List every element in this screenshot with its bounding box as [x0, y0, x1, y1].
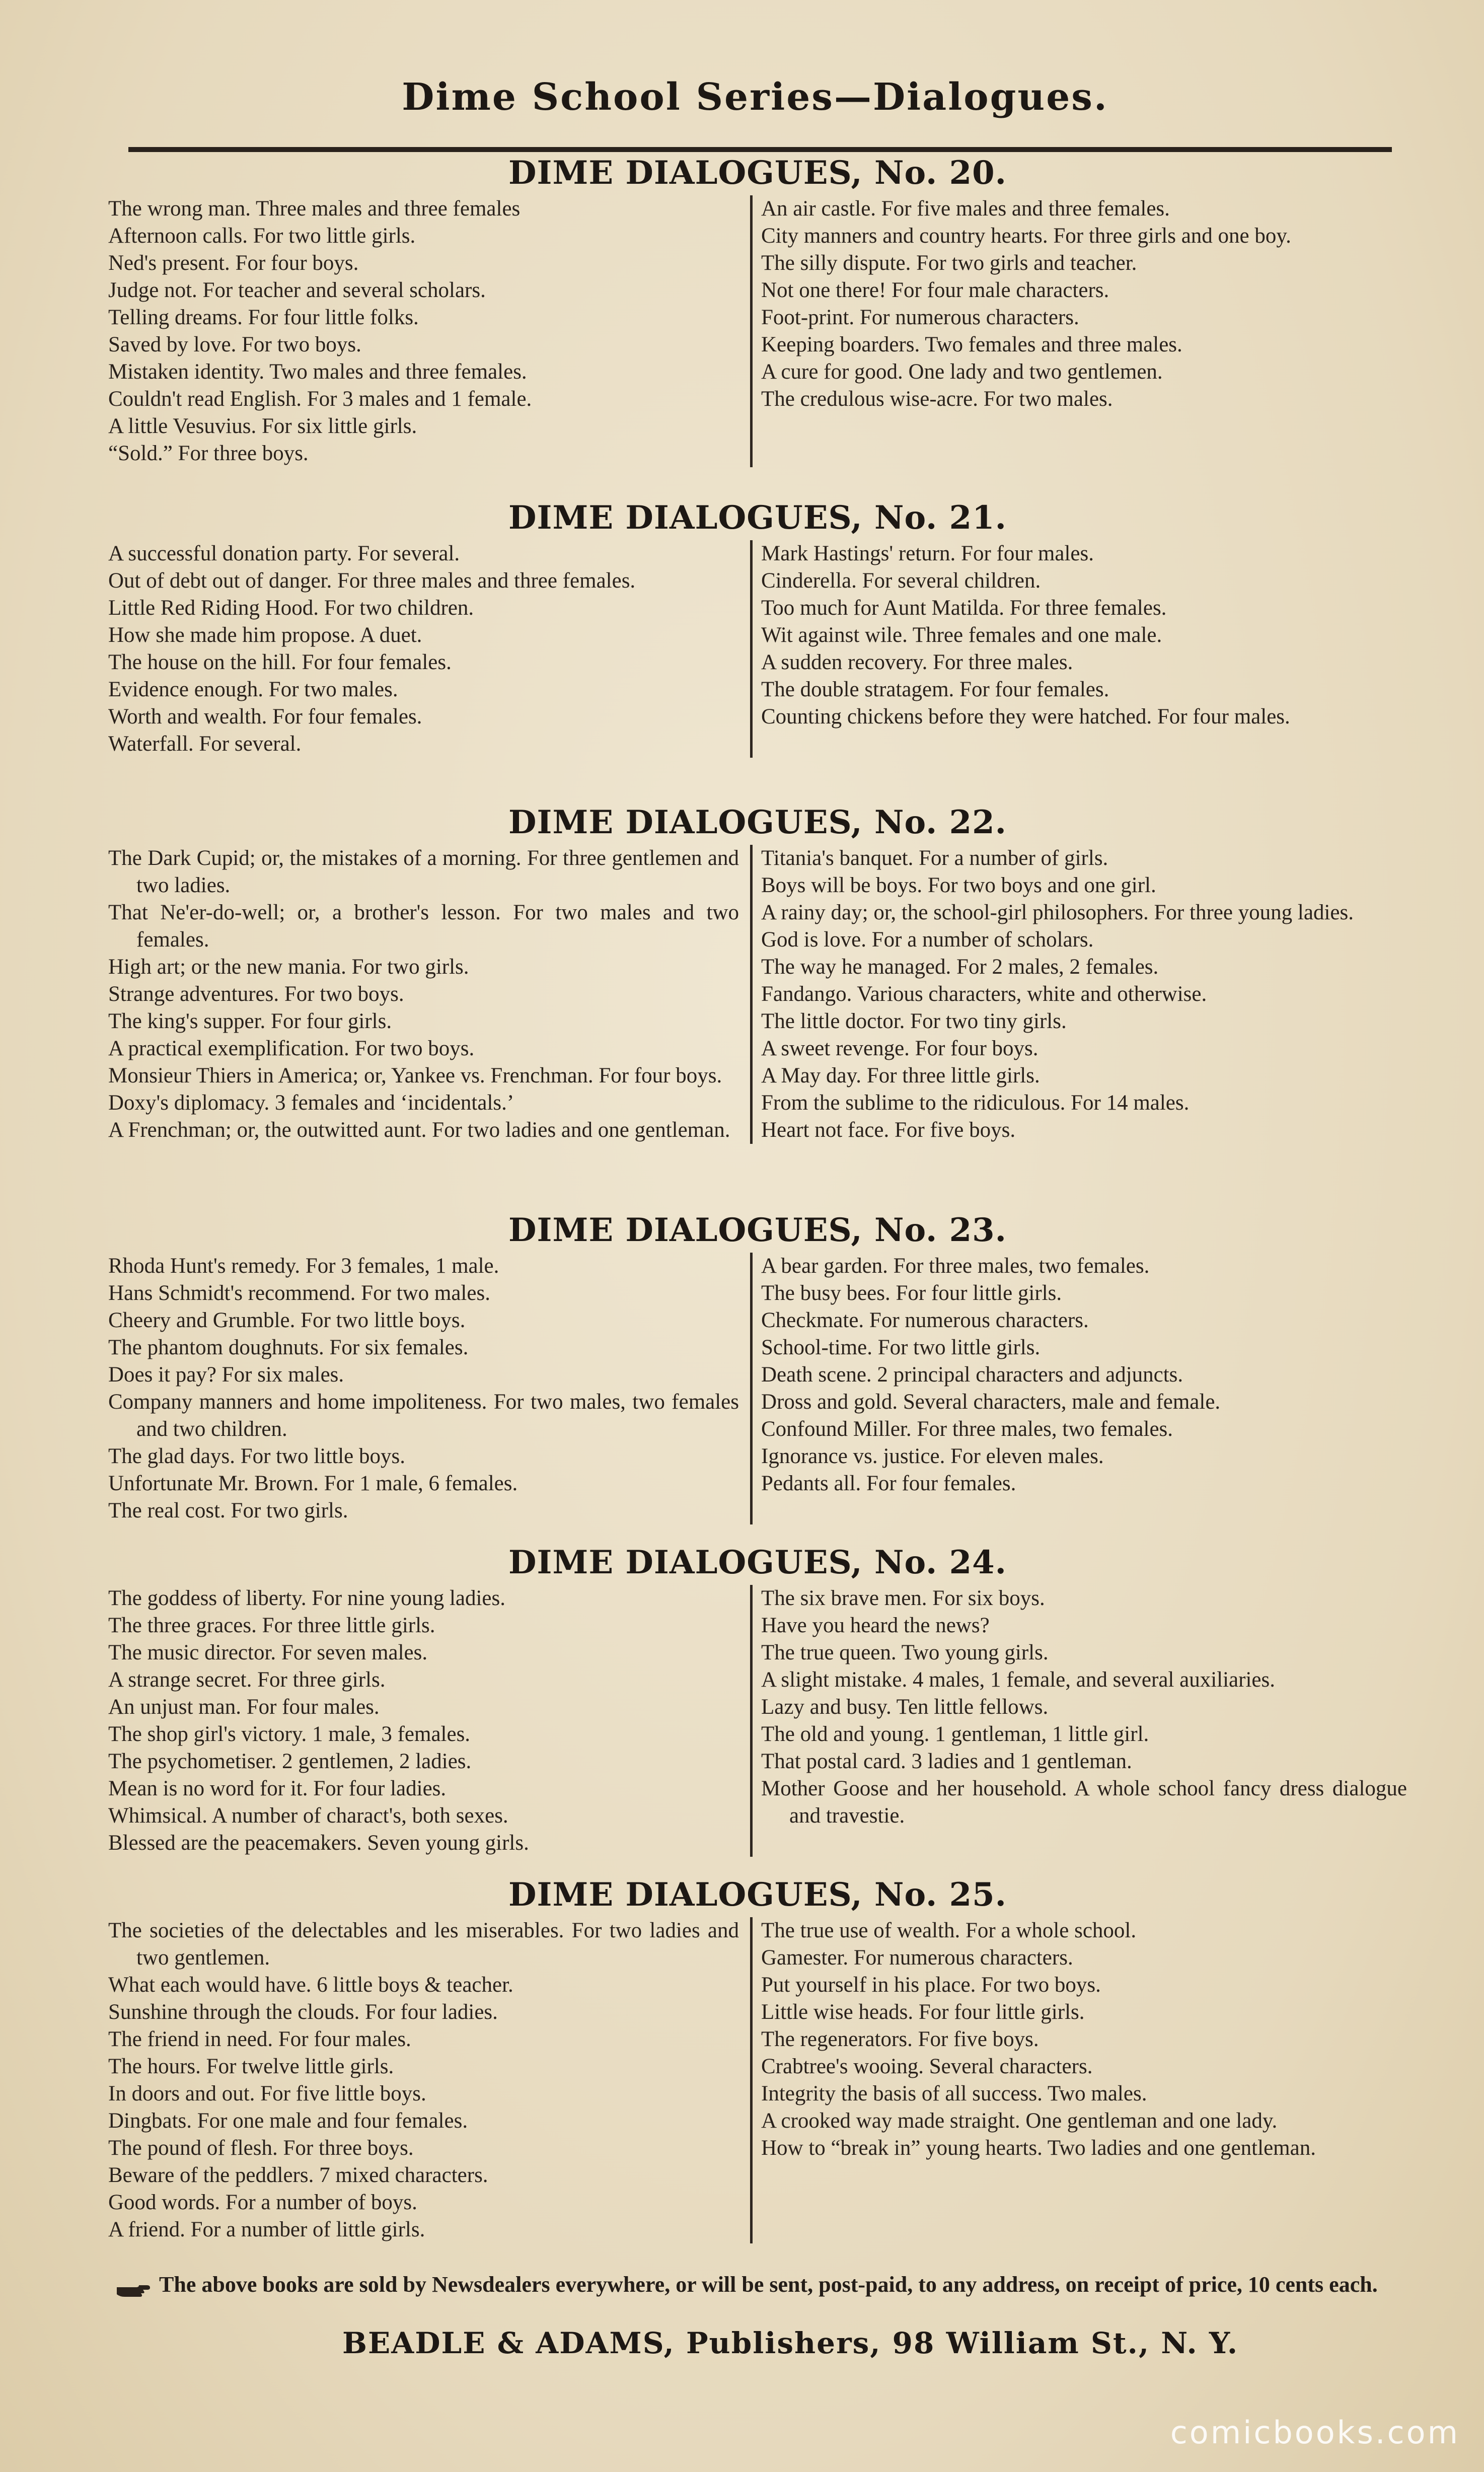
dialogue-entry: Monsieur Thiers in America; or, Yankee vs. Frenchman. For four boys.: [108, 1064, 722, 1087]
dialogue-entry: Dingbats. For one male and four females.: [108, 2109, 468, 2133]
right-column: [750, 1917, 1407, 2243]
dialogue-entry: Sunshine through the clouds. For four ladies.: [108, 2000, 498, 2024]
section-columns: [108, 845, 1407, 1144]
dialogue-entry: Hans Schmidt's recommend. For two males.: [108, 1281, 490, 1305]
dialogue-entry: The phantom doughnuts. For six females.: [108, 1336, 469, 1359]
dialogue-entry: Cinderella. For several children.: [761, 569, 1041, 593]
dialogue-entry: That postal card. 3 ladies and 1 gentleman.: [761, 1750, 1132, 1773]
dialogue-entry: Good words. For a number of boys.: [108, 2191, 417, 2214]
footer-note-text: The above books are sold by Newsdealers everywhere, or will be sent, post-paid, to any address, on receipt of price, 10 cents each.: [159, 2272, 1378, 2297]
column-divider: [750, 845, 753, 1144]
dialogue-entry: Dross and gold. Several characters, male and female.: [761, 1390, 1221, 1414]
dialogue-section: [108, 1208, 1407, 1524]
dialogue-entry: Heart not face. For five boys.: [761, 1118, 1016, 1142]
dialogue-entry: A bear garden. For three males, two females.: [761, 1254, 1150, 1278]
dialogue-entry: Titania's banquet. For a number of girls.: [761, 846, 1108, 870]
section-columns: [108, 1917, 1407, 2243]
dialogue-entry: Strange adventures. For two boys.: [108, 982, 404, 1006]
dialogue-entry: Put yourself in his place. For two boys.: [761, 1973, 1101, 1997]
dialogue-entry: Afternoon calls. For two little girls.: [108, 224, 416, 248]
dialogue-entry: High art; or the new mania. For two girls.: [108, 955, 469, 979]
dialogue-entry: The hours. For twelve little girls.: [108, 2055, 394, 2078]
left-column: [108, 1917, 750, 2243]
dialogue-entry: From the sublime to the ridiculous. For 14 males.: [761, 1091, 1190, 1115]
right-column: [750, 1253, 1407, 1524]
dialogue-entry: The psychometiser. 2 gentlemen, 2 ladies.: [108, 1750, 472, 1773]
dialogue-entry: A friend. For a number of little girls.: [108, 2218, 425, 2241]
dialogue-entry: The old and young. 1 gentleman, 1 little girl.: [761, 1722, 1149, 1746]
dialogue-entry: Checkmate. For numerous characters.: [761, 1308, 1089, 1332]
dialogue-entry: Ned's present. For four boys.: [108, 251, 359, 275]
dialogue-entry: A crooked way made straight. One gentleman and one lady.: [761, 2109, 1278, 2133]
left-column: [108, 1585, 750, 1857]
dialogue-entry: Mark Hastings' return. For four males.: [761, 542, 1094, 565]
dialogue-entry: Beware of the peddlers. 7 mixed characters.: [108, 2163, 488, 2187]
dialogue-entry: The little doctor. For two tiny girls.: [761, 1009, 1067, 1033]
dialogue-entry: The goddess of liberty. For nine young ladies.: [108, 1586, 505, 1610]
dialogue-entry: Doxy's diplomacy. 3 females and ‘incidentals.’: [108, 1091, 514, 1115]
dialogue-entry: Mistaken identity. Two males and three females.: [108, 360, 527, 384]
dialogue-entry: The glad days. For two little boys.: [108, 1444, 405, 1468]
dialogue-entry: The friend in need. For four males.: [108, 2027, 411, 2051]
dialogue-entry: Keeping boarders. Two females and three males.: [761, 333, 1182, 356]
dialogue-entry: Judge not. For teacher and several scholars.: [108, 278, 486, 302]
dialogue-entry: That Ne'er-do-well; or, a brother's lesson. For two males and two females.: [108, 901, 739, 952]
dialogue-entry: The shop girl's victory. 1 male, 3 females.: [108, 1722, 471, 1746]
left-column: [108, 195, 750, 467]
series-header: Dime School Series—Dialogues.: [402, 76, 1108, 119]
dialogue-entry: Telling dreams. For four little folks.: [108, 306, 419, 329]
section-columns: [108, 1585, 1407, 1857]
right-column: [750, 1585, 1407, 1857]
section-title: DIME DIALOGUES, No. 23.: [508, 1211, 1007, 1249]
dialogue-entry: Mean is no word for it. For four ladies.: [108, 1777, 447, 1800]
right-column: [750, 195, 1407, 467]
dialogue-entry: In doors and out. For five little boys.: [108, 2082, 426, 2105]
dialogue-entry: Worth and wealth. For four females.: [108, 705, 422, 729]
dialogue-entry: Couldn't read English. For 3 males and 1 female.: [108, 387, 532, 411]
dialogue-entry: Waterfall. For several.: [108, 732, 302, 756]
dialogue-entry: The music director. For seven males.: [108, 1641, 428, 1664]
dialogue-entry: Rhoda Hunt's remedy. For 3 females, 1 male.: [108, 1254, 499, 1278]
dialogue-entry: Pedants all. For four females.: [761, 1472, 1016, 1495]
dialogue-entry: The pound of flesh. For three boys.: [108, 2136, 414, 2160]
dialogue-entry: Does it pay? For six males.: [108, 1363, 344, 1387]
dialogue-entry: The wrong man. Three males and three females: [108, 197, 521, 221]
dialogue-entry: Gamester. For numerous characters.: [761, 1946, 1073, 1970]
dialogue-section: [108, 496, 1407, 758]
section-title: DIME DIALOGUES, No. 25.: [508, 1876, 1007, 1914]
dialogue-entry: Confound Miller. For three males, two females.: [761, 1417, 1173, 1441]
dialogue-entry: Crabtree's wooing. Several characters.: [761, 2055, 1093, 2078]
publisher-line: BEADLE & ADAMS, Publishers, 98 William St., N. Y.: [342, 2326, 1239, 2360]
section-title: DIME DIALOGUES, No. 24.: [508, 1544, 1007, 1581]
column-divider: [750, 1253, 753, 1524]
dialogue-entry: Company manners and home impoliteness. For two males, two females and two children.: [108, 1390, 739, 1441]
dialogue-section: [108, 1873, 1407, 2243]
dialogue-entry: A practical exemplification. For two boys.: [108, 1037, 475, 1060]
dialogue-entry: The credulous wise-acre. For two males.: [761, 387, 1113, 411]
dialogue-entry: Ignorance vs. justice. For eleven males.: [761, 1444, 1104, 1468]
section-title: DIME DIALOGUES, No. 21.: [508, 499, 1007, 537]
dialogue-entry: Blessed are the peacemakers. Seven young girls.: [108, 1831, 529, 1855]
dialogue-entry: A rainy day; or, the school-girl philosophers. For three young ladies.: [761, 901, 1354, 924]
section-columns: [108, 540, 1407, 758]
left-column: [108, 540, 750, 758]
dialogue-entry: Mother Goose and her household. A whole school fancy dress dialogue and travestie.: [761, 1777, 1407, 1828]
dialogue-entry: Little wise heads. For four little girls.: [761, 2000, 1085, 2024]
dialogue-entry: An air castle. For five males and three females.: [761, 197, 1170, 221]
dialogue-entry: A strange secret. For three girls.: [108, 1668, 386, 1692]
dialogue-entry: “Sold.” For three boys.: [108, 442, 309, 465]
dialogue-entry: An unjust man. For four males.: [108, 1695, 380, 1719]
dialogue-entry: The double stratagem. For four females.: [761, 678, 1109, 701]
left-column: [108, 845, 750, 1144]
dialogue-entry: A sweet revenge. For four boys.: [761, 1037, 1038, 1060]
dialogue-entry: School-time. For two little girls.: [761, 1336, 1041, 1359]
dialogue-entry: Boys will be boys. For two boys and one girl.: [761, 874, 1156, 897]
dialogue-entry: A May day. For three little girls.: [761, 1064, 1040, 1087]
dialogue-entry: How to “break in” young hearts. Two ladies and one gentleman.: [761, 2136, 1316, 2160]
dialogue-entry: A sudden recovery. For three males.: [761, 650, 1073, 674]
dialogue-entry: Cheery and Grumble. For two little boys.: [108, 1308, 466, 1332]
dialogue-entry: The busy bees. For four little girls.: [761, 1281, 1062, 1305]
dialogue-entry: The king's supper. For four girls.: [108, 1009, 392, 1033]
dialogue-entry: City manners and country hearts. For three girls and one boy.: [761, 224, 1291, 248]
dialogue-entry: Unfortunate Mr. Brown. For 1 male, 6 females.: [108, 1472, 518, 1495]
section-title: DIME DIALOGUES, No. 20.: [508, 154, 1007, 192]
dialogue-entry: The three graces. For three little girls.: [108, 1614, 435, 1637]
dialogue-entry: A little Vesuvius. For six little girls.: [108, 414, 417, 438]
dialogue-entry: The silly dispute. For two girls and teacher.: [761, 251, 1137, 275]
dialogue-entry: Counting chickens before they were hatched. For four males.: [761, 705, 1290, 729]
dialogue-entry: God is love. For a number of scholars.: [761, 928, 1094, 952]
dialogue-entry: Lazy and busy. Ten little fellows.: [761, 1695, 1049, 1719]
dialogue-entry: The way he managed. For 2 males, 2 females.: [761, 955, 1159, 979]
section-columns: [108, 195, 1407, 467]
dialogue-entry: The Dark Cupid; or, the mistakes of a morning. For three gentlemen and two ladies.: [108, 846, 739, 897]
dialogue-entry: Whimsical. A number of charact's, both sexes.: [108, 1804, 508, 1828]
right-column: [750, 845, 1407, 1144]
dialogue-entry: A successful donation party. For several.: [108, 542, 460, 565]
dialogue-entry: A cure for good. One lady and two gentlemen.: [761, 360, 1163, 384]
dialogue-section: [108, 801, 1407, 1144]
dialogue-section: [108, 151, 1407, 467]
pointing-hand-icon: [116, 2278, 152, 2295]
dialogue-entry: A slight mistake. 4 males, 1 female, and several auxiliaries.: [761, 1668, 1275, 1692]
column-divider: [750, 540, 753, 758]
column-divider: [750, 195, 753, 467]
dialogue-entry: The six brave men. For six boys.: [761, 1586, 1045, 1610]
right-column: [750, 540, 1407, 758]
section-title: DIME DIALOGUES, No. 22.: [508, 804, 1007, 841]
dialogue-entry: Saved by love. For two boys.: [108, 333, 361, 356]
dialogue-entry: Too much for Aunt Matilda. For three females.: [761, 596, 1167, 620]
section-columns: [108, 1253, 1407, 1524]
dialogue-entry: The true queen. Two young girls.: [761, 1641, 1049, 1664]
dialogue-entry: Integrity the basis of all success. Two males.: [761, 2082, 1147, 2105]
dialogue-entry: Evidence enough. For two males.: [108, 678, 398, 701]
dialogue-entry: Have you heard the news?: [761, 1614, 990, 1637]
dialogue-entry: What each would have. 6 little boys & teacher.: [108, 1973, 513, 1997]
dialogue-entry: The societies of the delectables and les miserables. For two ladies and two gentlemen.: [108, 1919, 739, 1970]
footer-note: [116, 2271, 1409, 2299]
column-divider: [750, 1585, 753, 1857]
left-column: [108, 1253, 750, 1524]
dialogue-entry: The regenerators. For five boys.: [761, 2027, 1039, 2051]
dialogue-entry: The true use of wealth. For a whole school.: [761, 1919, 1137, 1942]
dialogue-entry: A Frenchman; or, the outwitted aunt. For two ladies and one gentleman.: [108, 1118, 730, 1142]
dialogue-section: [108, 1541, 1407, 1857]
dialogue-entry: Death scene. 2 principal characters and adjuncts.: [761, 1363, 1183, 1387]
dialogue-entry: The real cost. For two girls.: [108, 1499, 348, 1522]
dialogue-entry: Fandango. Various characters, white and otherwise.: [761, 982, 1207, 1006]
dialogue-entry: Little Red Riding Hood. For two children.: [108, 596, 474, 620]
dialogue-entry: Not one there! For four male characters.: [761, 278, 1109, 302]
dialogue-entry: Wit against wile. Three females and one male.: [761, 623, 1162, 647]
column-divider: [750, 1917, 753, 2243]
dialogue-entry: How she made him propose. A duet.: [108, 623, 422, 647]
watermark: comicbooks.com: [1170, 2414, 1460, 2451]
dialogue-entry: The house on the hill. For four females.: [108, 650, 452, 674]
dialogue-entry: Foot-print. For numerous characters.: [761, 306, 1079, 329]
dialogue-entry: Out of debt out of danger. For three males and three females.: [108, 569, 636, 593]
